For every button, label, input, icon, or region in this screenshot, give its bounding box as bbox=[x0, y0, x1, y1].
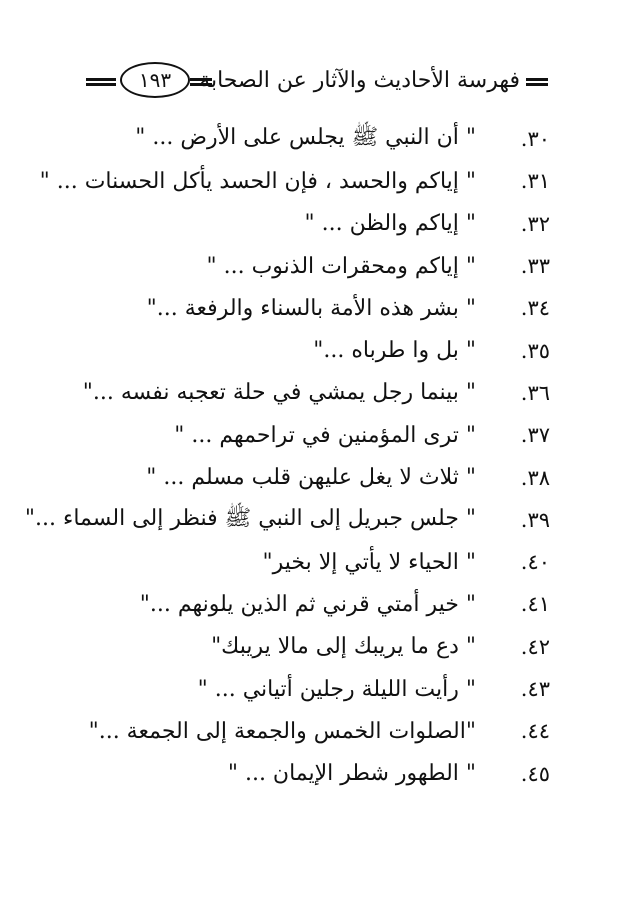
entry-number: ٣٩. bbox=[520, 507, 550, 532]
header-rule-right bbox=[526, 78, 548, 86]
list-item bbox=[60, 456, 550, 498]
entry-number: ٤٠. bbox=[520, 550, 550, 575]
hadith-index-list bbox=[24, 118, 550, 795]
entry-number: ٤٥. bbox=[520, 761, 550, 786]
entry-text: " خير أمتي قرني ثم الذين يلونهم ..." bbox=[139, 591, 476, 617]
entry-text: " إياكم والظن ... " bbox=[304, 211, 476, 237]
list-item bbox=[60, 583, 550, 625]
list-item bbox=[60, 541, 550, 583]
entry-text: " الطهور شطر الإيمان ... " bbox=[227, 761, 476, 787]
entry-number: ٣٣. bbox=[520, 254, 550, 279]
entry-number: ٤١. bbox=[520, 592, 550, 617]
entry-number: ٣١. bbox=[520, 169, 550, 194]
entry-text: " بينما رجل يمشي في حلة تعجبه نفسه ..." bbox=[82, 380, 476, 406]
entry-number: ٣٧. bbox=[520, 423, 550, 448]
page-number-text: ١٩٣ bbox=[138, 68, 172, 92]
list-item bbox=[60, 245, 550, 287]
entry-text: " دع ما يريبك إلى مالا يريبك" bbox=[211, 634, 476, 660]
page-header bbox=[86, 60, 548, 104]
list-item bbox=[60, 710, 550, 752]
entry-text: " جلس جبريل إلى النبي ﷺ فنظر إلى السماء ..." bbox=[24, 505, 476, 531]
entry-number: ٣٦. bbox=[520, 380, 550, 405]
entry-text: " ترى المؤمنين في تراحمهم ... " bbox=[174, 422, 476, 448]
list-item bbox=[60, 287, 550, 329]
entry-text: " الحياء لا يأتي إلا بخير" bbox=[262, 549, 476, 575]
list-item bbox=[60, 626, 550, 668]
entry-text: " رأيت الليلة رجلين أتياني ... " bbox=[197, 676, 476, 702]
entry-text: "الصلوات الخمس والجمعة إلى الجمعة ..." bbox=[88, 718, 476, 744]
entry-number: ٤٣. bbox=[520, 677, 550, 701]
list-item bbox=[39, 160, 550, 202]
entry-text: " أن النبي ﷺ يجلس على الأرض ... " bbox=[135, 125, 476, 151]
entry-number: ٣٤. bbox=[520, 296, 550, 321]
list-item bbox=[60, 414, 550, 456]
entry-text: " ثلاث لا يغل عليهن قلب مسلم ... " bbox=[146, 465, 476, 491]
list-item bbox=[60, 752, 550, 794]
list-item bbox=[60, 203, 550, 245]
entry-number: ٣٨. bbox=[520, 465, 550, 490]
list-item bbox=[60, 118, 550, 160]
page-number bbox=[120, 62, 190, 98]
running-title: فهرسة الأحاديث والآثار عن الصحابة bbox=[199, 68, 520, 93]
list-item bbox=[60, 372, 550, 414]
entry-number: ٤٤. bbox=[520, 719, 550, 744]
header-rule-middle bbox=[190, 78, 212, 86]
entry-number: ٤٢. bbox=[520, 634, 550, 659]
entry-number: ٣٠. bbox=[520, 127, 550, 152]
entry-text: " بشر هذه الأمة بالسناء والرفعة ..." bbox=[146, 295, 476, 321]
entry-number: ٣٢. bbox=[520, 211, 550, 236]
entry-number: ٣٥. bbox=[520, 338, 550, 363]
list-item bbox=[24, 499, 550, 541]
entry-text: " إياكم والحسد ، فإن الحسد يأكل الحسنات ... " bbox=[39, 168, 476, 194]
entry-text: " بل وا طرباه ..." bbox=[313, 338, 476, 364]
list-item bbox=[60, 668, 550, 710]
header-rule-left bbox=[86, 78, 116, 86]
list-item bbox=[60, 329, 550, 371]
entry-text: " إياكم ومحقرات الذنوب ... " bbox=[206, 253, 476, 279]
